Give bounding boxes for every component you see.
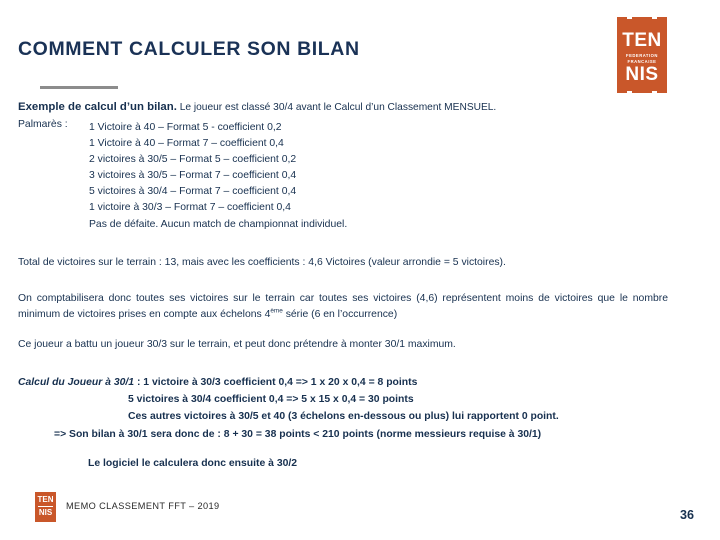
calcul-joueur-block (18, 374, 559, 443)
logo-word-nis: NIS (625, 64, 659, 85)
logo-notch-top-left (627, 17, 632, 19)
calcul-line-1 (18, 374, 559, 391)
fft-tennis-logo (617, 17, 667, 93)
serie-superscript: ème (270, 307, 283, 315)
logo-notch-top-right (652, 17, 657, 19)
calcul-title-italic: Calcul du Joueur à 30/1 (18, 377, 135, 388)
calcul-line-4: => Son bilan à 30/1 sera donc de : 8 + 30 = 38 points < 210 points (norme messieurs requise à 30/1) (54, 428, 542, 440)
page-title: COMMENT CALCULER SON BILAN (18, 38, 360, 60)
footer-logo-word-ten: TEN (37, 495, 54, 504)
lead-strong-text: Exemple de calcul d’un bilan. (18, 101, 177, 113)
footer-logo-word-nis: NIS (38, 508, 53, 517)
logo-federation-line2: FRANCAISE (627, 59, 657, 65)
list-item: 1 Victoire à 40 – Format 7 – coefficient 0,4 (89, 138, 284, 150)
list-item: 3 victoires à 30/5 – Format 7 – coefficient 0,4 (89, 170, 297, 182)
logo-notch-bottom-right (652, 91, 657, 93)
lead-paragraph (18, 102, 496, 113)
palmares-list (89, 120, 347, 233)
list-item: 1 Victoire à 40 – Format 5 - coefficient 0,2 (89, 122, 282, 133)
list-item: 2 victoires à 30/5 – Format 5 – coefficient 0,2 (89, 154, 297, 166)
lead-rest-text: Le joueur est classé 30/4 avant le Calcul d’un Classement MENSUEL. (176, 102, 497, 113)
comptabilisation-paragraph (18, 291, 668, 323)
logo-federation-line1: FEDERATION (626, 53, 658, 58)
joueur-battu-paragraph: Ce joueur a battu un joueur 30/3 sur le terrain, et peut donc prétendre à monter 30/1 maximum. (18, 339, 456, 350)
calcul-line-3: Ces autres victoires à 30/5 et 40 (3 échelons en-dessous ou plus) lui rapportent 0 point. (128, 411, 559, 423)
total-victories-line: Total de victoires sur le terrain : 13, mais avec les coefficients : 4,6 Victoires (valeur arrondie = 5 victoires). (18, 257, 506, 268)
logo-word-ten: TEN (622, 30, 662, 51)
palmares-label: Palmarès : (18, 119, 68, 130)
calcul-line-1-rest: : 1 victoire à 30/3 coefficient 0,4 => 1 x 20 x 0,4 = 8 points (134, 377, 418, 388)
final-line: Le logiciel le calculera donc ensuite à 30/2 (88, 458, 298, 469)
comptabilisation-part1: On comptabilisera donc toutes ses victoires sur le terrain car toutes ses victoires (4,6) représentent moins de victoires que le nombre minimum de victoires prises en compte aux échelons 4 (18, 293, 668, 320)
footer-logo-divider (38, 506, 53, 507)
page-number: 36 (680, 508, 695, 522)
footer-text: MEMO CLASSEMENT FFT – 2019 (66, 501, 220, 511)
list-item: 1 victoire à 30/3 – Format 7 – coefficient 0,4 (89, 202, 291, 214)
calcul-line-2: 5 victoires à 30/4 coefficient 0,4 => 5 x 15 x 0,4 = 30 points (128, 394, 414, 406)
logo-notch-bottom-left (627, 91, 632, 93)
list-item: 5 victoires à 30/4 – Format 7 – coefficient 0,4 (89, 186, 297, 198)
title-underline-rule (40, 86, 118, 89)
footer-fft-logo-icon (35, 492, 56, 522)
comptabilisation-part2: série (6 en l’occurrence) (282, 309, 398, 320)
list-item: Pas de défaite. Aucun match de championnat individuel. (89, 218, 348, 230)
